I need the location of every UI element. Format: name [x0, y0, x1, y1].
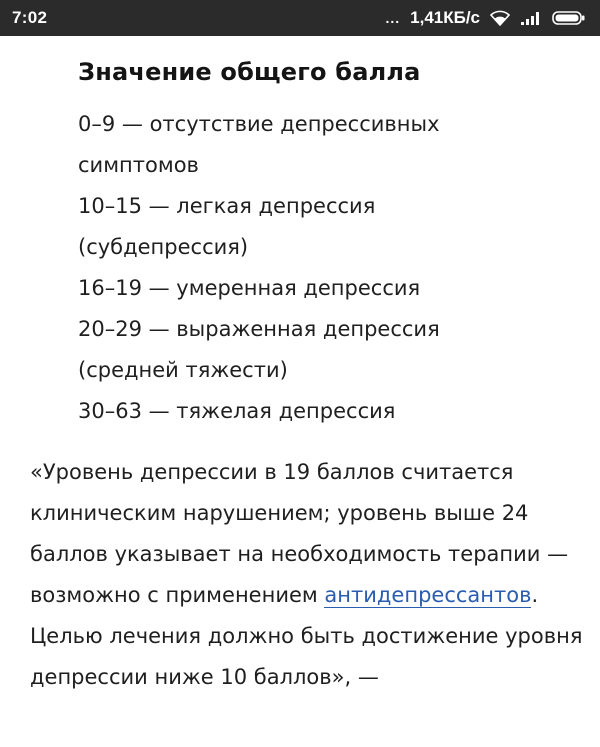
status-indicators [385, 8, 586, 28]
quote-text-start: «Уровень депрессии в 19 баллов считается клиническим нарушением; уровень выше 24 баллов указывает на необходимость терапии — возможно с применением [30, 460, 569, 607]
wifi-icon [490, 10, 510, 26]
quote-text-end: . Целью лечения должно быть достижение уровня депрессии ниже 10 баллов», — [30, 583, 583, 689]
score-list [78, 104, 568, 432]
battery-icon [552, 10, 586, 26]
score-line: 30–63 — тяжелая депрессия [78, 399, 396, 423]
antidepressants-link[interactable]: антидепрессантов [324, 583, 532, 607]
signal-icon [520, 10, 542, 26]
score-card [78, 56, 568, 432]
network-speed: 1,41КБ/с [410, 8, 480, 27]
article-content [0, 36, 600, 747]
score-line: 16–19 — умеренная депрессия [78, 276, 421, 300]
quote-paragraph [30, 452, 590, 698]
score-line: (субдепрессия) [78, 235, 249, 259]
status-time: 7:02 [12, 8, 48, 27]
score-line: 0–9 — отсутствие депрессивных [78, 112, 440, 136]
status-bar [0, 0, 600, 36]
score-heading: Значение общего балла [78, 58, 421, 86]
notification-dots: ... [385, 10, 401, 26]
score-line: 20–29 — выраженная депрессия [78, 317, 440, 341]
score-line: симптомов [78, 153, 199, 177]
score-line: 10–15 — легкая депрессия [78, 194, 376, 218]
score-line: (средней тяжести) [78, 358, 288, 382]
